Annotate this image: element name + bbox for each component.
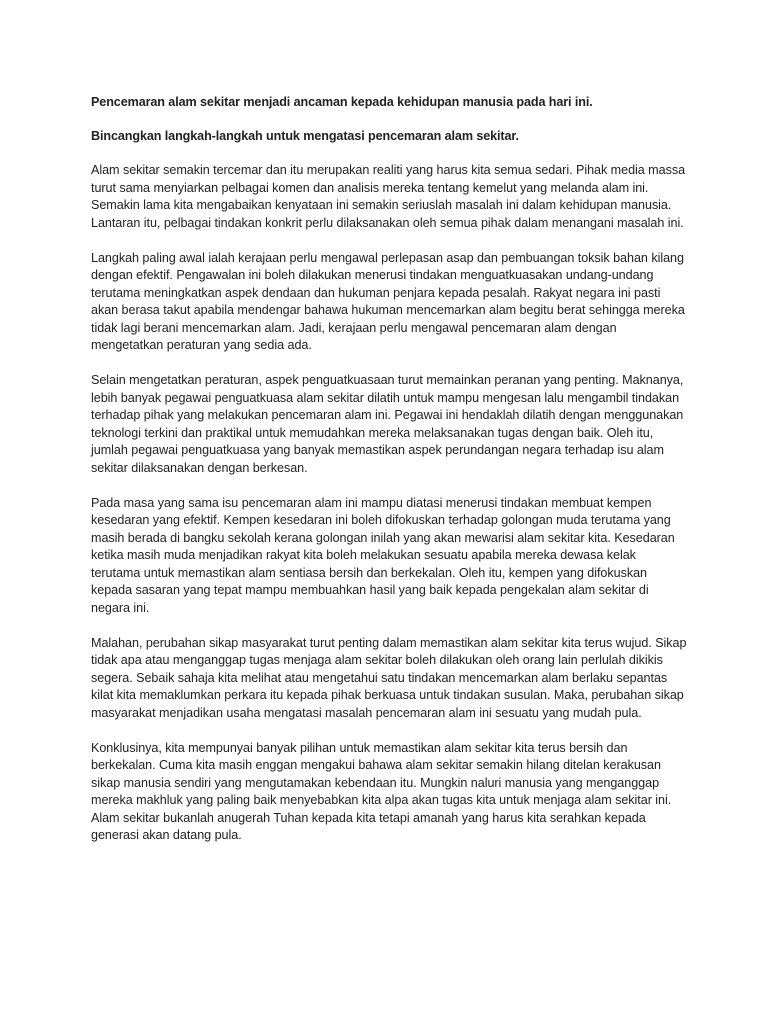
paragraph-attitude-change: Malahan, perubahan sikap masyarakat turut penting dalam memastikan alam sekitar kita terus wujud. Sikap tidak apa atau menganggap tugas menjaga alam sekitar boleh dilakukan oleh orang lain perlulah dikikis segera. Sebaik sahaja kita melihat atau mengetahui satu tindakan mencemarkan alam berlaku sepantas kilat kita memaklumkan perkara itu kepada pihak berkuasa untuk tindakan susulan. Maka, perubahan sikap masyarakat menjadikan usaha mengatasi masalah pencemaran alam ini sesuatu yang mudah pula. (91, 635, 687, 720)
paragraph-conclusion: Konklusinya, kita mempunyai banyak pilihan untuk memastikan alam sekitar kita terus bersih dan berkekalan. Cuma kita masih enggan mengakui bahawa alam sekitar semakin hilang ditelan kerakusan sikap manusia sendiri yang mengutamakan kebendaan itu. Mungkin naluri manusia yang menganggap mereka makhluk yang paling baik menyebabkan kita alpa akan tugas kita untuk menjaga alam sekitar ini. Alam sekitar bukanlah anugerah Tuhan kepada kita tetapi amanah yang harus kita serahkan kepada generasi akan datang pula. (91, 740, 672, 842)
essay-question: Bincangkan langkah-langkah untuk mengatasi pencemaran alam sekitar. (91, 128, 519, 143)
paragraph-government-control: Langkah paling awal ialah kerajaan perlu mengawal perlepasan asap dan pembuangan toksik bahan kilang dengan efektif. Pengawalan ini boleh dilakukan menerusi tindakan menguatkuasakan undang-undang terutama meningkatkan aspek dendaan dan hukuman penjara kepada pesalah. Rakyat negara ini pasti akan berasa takut apabila mendengar bahawa hukuman mencemarkan alam begitu berat sehingga mereka tidak lagi berani mencemarkan alam. Jadi, kerajaan perlu mengawal pencemaran alam dengan mengetatkan peraturan yang sedia ada. (91, 250, 685, 352)
paragraph-enforcement: Selain mengetatkan peraturan, aspek penguatkuasaan turut memainkan peranan yang penting. Maknanya, lebih banyak pegawai penguatkuasa alam sekitar dilatih untuk mampu mengesan lalu mengambil tindakan terhadap pihak yang melakukan pencemaran alam ini. Pegawai ini hendaklah dilatih dengan menggunakan teknologi terkini dan praktikal untuk memudahkan mereka melaksanakan tugas dengan baik. Oleh itu, jumlah pegawai penguatkuasa yang banyak memastikan aspek perundangan negara terhadap isu alam sekitar dilaksanakan dengan berkesan. (91, 373, 684, 475)
paragraph-awareness-campaign: Pada masa yang sama isu pencemaran alam ini mampu diatasi menerusi tindakan membuat kempen kesedaran yang efektif. Kempen kesedaran ini boleh difokuskan terhadap golongan muda terutama yang masih berada di bangku sekolah kerana golongan inilah yang akan mewarisi alam sekitar kita. Kesedaran ketika masih muda menjadikan rakyat kita boleh melakukan sesuatu apabila mereka dewasa kelak terutama untuk memastikan alam sentiasa bersih dan berkekalan. Oleh itu, kempen yang difokuskan kepada sasaran yang tepat mampu membuahkan hasil yang baik kepada pengekalan alam sekitar di negara ini. (91, 495, 675, 615)
paragraph-introduction: Alam sekitar semakin tercemar dan itu merupakan realiti yang harus kita semua sedari. Pihak media massa turut sama menyiarkan pelbagai komen dan analisis mereka tentang kemelut yang melanda alam ini. Semakin lama kita mengabaikan kenyataan ini semakin seriuslah masalah ini dalam kehidupan manusia. Lantaran itu, pelbagai tindakan konkrit perlu dilaksanakan oleh semua pihak dalam menangani masalah ini. (91, 163, 686, 230)
document-title: Pencemaran alam sekitar menjadi ancaman kepada kehidupan manusia pada hari ini. (91, 95, 593, 109)
